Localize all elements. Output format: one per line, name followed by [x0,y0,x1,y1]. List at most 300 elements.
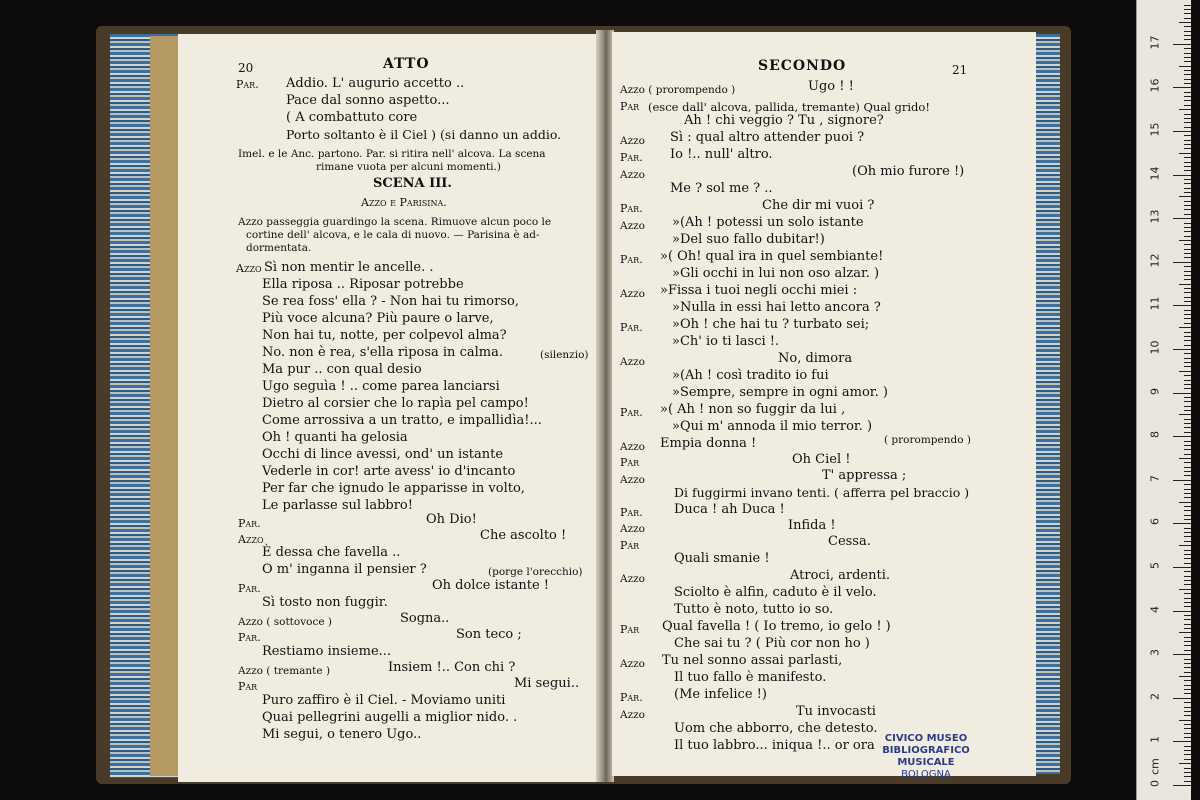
verse-line: Di fuggirmi invano tenti. ( afferra pel braccio ) [674,485,970,500]
ruler-tick [1184,214,1191,215]
ruler-tick [1184,244,1191,245]
ruler-tick [1184,5,1191,6]
stamp-line: CIVICO MUSEO [884,733,968,744]
ruler-tick [1184,253,1191,254]
ruler-tick [1184,53,1191,54]
ruler-tick [1184,493,1191,494]
ruler-tick [1179,720,1191,721]
ruler-tick [1184,380,1191,381]
stage-direction: (silenzio) [540,349,589,361]
ruler-tick [1179,763,1191,764]
ruler-tick [1184,140,1191,141]
ruler-tick [1184,92,1191,93]
ruler-tick [1184,179,1191,180]
verse-line: Sì non mentir le ancelle. . [264,260,434,275]
ruler-tick [1184,318,1191,319]
ruler-tick [1184,454,1191,455]
speaker: Azzo [620,288,645,300]
speaker: Par [620,539,640,552]
ruler-tick [1184,619,1191,620]
ruler-tick [1173,305,1191,306]
ruler-tick [1184,462,1191,463]
ruler-number: 15 [1148,122,1162,137]
ruler-number: 6 [1148,518,1162,526]
verse-line: »( Ah ! non so fuggir da lui , [660,402,846,417]
verse-line: T' appressa ; [822,468,907,483]
ruler-tick [1184,310,1191,311]
speaker: Par. [620,406,643,419]
verse-line: Oh dolce istante ! [432,578,550,593]
page-edge-marbled-right [1034,34,1060,774]
ruler-tick [1179,676,1191,677]
speaker: Azzo ( tremante ) [238,665,331,677]
verse-line: Per far che ignudo le apparisse in volto, [262,481,525,496]
ruler-tick [1179,458,1191,459]
verse-line: Uom che abborro, che detesto. [674,721,878,736]
ruler-tick [1184,257,1191,258]
verse-line: Occhi di lince avessi, ond' un istante [262,447,504,462]
speaker: Par. [620,321,643,334]
verse-line: »Qui m' annoda il mio terror. ) [672,419,873,434]
verse-line: »Del suo fallo dubitar!) [672,232,825,247]
ruler-tick [1184,83,1191,84]
verse-line: Sogna.. [400,611,450,626]
verse-line: Qual favella ! ( Io tremo, io gelo ! ) [662,619,891,634]
ruler-tick [1184,13,1191,14]
scene-characters: Azzo e Parisina. [361,196,447,209]
ruler-tick [1184,122,1191,123]
ruler-tick [1184,467,1191,468]
ruler-tick [1184,602,1191,603]
ruler-tick [1184,663,1191,664]
ruler-tick [1173,44,1191,45]
speaker: Azzo ( sottovoce ) [238,616,332,628]
ruler-tick [1184,39,1191,40]
verse-line: Oh Ciel ! [792,452,851,467]
ruler-tick [1184,31,1191,32]
speaker: Azzo [236,262,262,275]
ruler-tick [1184,580,1191,581]
ruler-tick [1184,728,1191,729]
speaker: Azzo [620,135,645,147]
ruler-tick [1184,157,1191,158]
ruler-tick [1184,776,1191,777]
verse-line: Cessa. [828,534,871,549]
ruler-tick [1184,406,1191,407]
ruler-tick [1184,606,1191,607]
speaker: Par. [238,631,261,644]
verse-line: Restiamo insieme... [262,644,392,659]
ruler-tick [1184,598,1191,599]
ruler-tick [1173,654,1191,655]
ruler-tick [1184,362,1191,363]
ruler-tick [1184,26,1191,27]
speaker: Azzo [620,523,645,535]
ruler-tick [1184,497,1191,498]
speaker: Par. [620,506,643,519]
ruler-tick [1184,279,1191,280]
speaker: Azzo [620,441,645,453]
ruler-tick [1173,567,1191,568]
verse-line: Ma pur .. con qual desio [262,362,422,377]
ruler-tick [1184,593,1191,594]
ruler-tick [1184,441,1191,442]
ruler-tick [1184,205,1191,206]
verse-line: Porto soltanto è il Ciel ) (si danno un addio. [286,127,562,142]
ruler-tick [1173,87,1191,88]
ruler-tick [1184,266,1191,267]
ruler-tick [1184,397,1191,398]
ruler-tick [1184,576,1191,577]
page-edge-left [150,36,178,776]
ruler-number: 8 [1148,431,1162,439]
ruler-tick [1184,148,1191,149]
ruler-tick [1184,672,1191,673]
ruler-tick [1184,768,1191,769]
ruler-tick [1179,196,1191,197]
verse-line: »(Ah ! così tradito io fui [672,368,829,383]
running-header: SECONDO [758,58,847,74]
ruler-tick [1184,711,1191,712]
ruler-tick [1179,502,1191,503]
ruler-tick [1184,209,1191,210]
speaker: Par. [236,78,259,91]
ruler-tick [1173,480,1191,481]
ruler-tick [1184,18,1191,19]
verse-line: È dessa che favella .. [262,545,401,560]
verse-line: Vederle in cor! arte avess' io d'incanto [262,464,516,479]
verse-line: Se rea foss' ella ? - Non hai tu rimorso, [262,294,519,309]
ruler-tick [1184,292,1191,293]
ruler-tick [1184,754,1191,755]
verse-line: Insiem !.. Con chi ? [388,660,516,675]
verse-line: Che dir mi vuoi ? [762,198,875,213]
running-header: ATTO [383,56,430,72]
ruler-tick [1184,772,1191,773]
ruler-tick [1184,650,1191,651]
stamp-line: BOLOGNA [901,769,951,780]
ruler-tick [1184,297,1191,298]
ruler-number: 16 [1148,78,1162,93]
verse-line: Oh Dio! [426,512,477,527]
ruler-tick [1179,22,1191,23]
speaker: Azzo [620,573,645,585]
ruler-tick [1184,536,1191,537]
verse-line: »Oh ! che hai tu ? turbato sei; [672,317,870,332]
ruler-tick [1184,515,1191,516]
ruler-tick [1179,589,1191,590]
ruler-tick [1184,201,1191,202]
verse-line: Atroci, ardenti. [790,568,890,583]
verse-line: Dietro al corsier che lo rapìa pel campo! [262,396,529,411]
verse-line: »Nulla in essi hai letto ancora ? [672,300,881,315]
verse-line: Son teco ; [456,627,522,642]
speaker: Par. [620,151,643,164]
verse-line: Più voce alcuna? Più paure o larve, [262,311,494,326]
verse-line: Il tuo fallo è manifesto. [674,670,827,685]
ruler-tick [1179,414,1191,415]
ruler-tick [1173,523,1191,524]
ruler-tick [1184,432,1191,433]
ruler-tick [1184,61,1191,62]
ruler-tick [1184,707,1191,708]
left-page [178,34,598,782]
ruler-tick [1184,733,1191,734]
speaker: Par. [238,517,261,530]
ruler-tick [1184,715,1191,716]
ruler-tick [1184,188,1191,189]
ruler-tick [1179,632,1191,633]
speaker: Par [620,623,640,636]
verse-line: Non hai tu, notte, per colpevol alma? [262,328,507,343]
ruler-tick [1184,550,1191,551]
ruler-number: 7 [1148,474,1162,482]
verse-line: »Ch' io ti lasci !. [672,334,780,349]
ruler-number: 3 [1148,649,1162,657]
verse-line: Me ? sol me ? .. [670,181,773,196]
page-number: 21 [952,63,968,77]
ruler-tick [1184,519,1191,520]
speaker: Azzo [620,169,645,181]
ruler-tick [1184,563,1191,564]
ruler-tick [1184,659,1191,660]
ruler-tick [1184,231,1191,232]
speaker: Par [238,680,258,693]
ruler-tick [1184,489,1191,490]
ruler-tick [1184,358,1191,359]
ruler-tick [1184,693,1191,694]
ruler-tick [1173,436,1191,437]
ruler-tick [1184,135,1191,136]
stage-direction: cortine dell' alcova, e le cala di nuovo. — Parisina è ad- [246,229,540,241]
ruler-tick [1184,637,1191,638]
ruler-tick [1184,388,1191,389]
verse-line: »Gli occhi in lui non oso alzar. ) [672,266,880,281]
verse-line: Io !.. null' altro. [670,147,773,162]
ruler-number: 2 [1148,692,1162,700]
ruler-tick [1184,624,1191,625]
ruler-tick [1184,554,1191,555]
ruler-tick [1173,175,1191,176]
verse-line: Oh ! quanti ha gelosia [262,430,408,445]
right-page [612,32,1036,776]
speaker: Azzo ( prorompendo ) [620,84,736,96]
ruler-tick [1184,170,1191,171]
ruler-tick [1173,741,1191,742]
ruler-tick [1184,759,1191,760]
ruler-tick [1184,384,1191,385]
verse-line: (esce dall' alcova, pallida, tremante) Qual grido! [648,100,930,114]
speaker: Azzo [620,474,645,486]
ruler-tick [1184,249,1191,250]
ruler-tick [1184,275,1191,276]
ruler-tick [1184,532,1191,533]
ruler-number: 0 [1148,780,1162,787]
verse-line: Quali smanie ! [674,551,770,566]
ruler-tick [1184,746,1191,747]
verse-line: Mi segui.. [514,676,580,691]
ruler-tick [1184,35,1191,36]
ruler-tick [1184,353,1191,354]
measuring-ruler [1136,0,1191,800]
ruler-tick [1184,127,1191,128]
ruler-number: 4 [1148,605,1162,613]
ruler-number: 12 [1148,253,1162,268]
ruler-tick [1184,484,1191,485]
ruler-tick [1184,689,1191,690]
ruler-tick [1184,475,1191,476]
ruler-number: 1 [1148,736,1162,744]
ruler-tick [1184,471,1191,472]
verse-line: »( Oh! qual ira in quel sembiante! [660,249,884,264]
ruler-tick [1184,9,1191,10]
ruler-tick [1184,423,1191,424]
ruler-tick [1179,545,1191,546]
verse-line: ( A combattuto core [286,110,418,125]
stage-direction: ( prorompendo ) [884,434,971,446]
verse-line: Le parlasse sul labbro! [262,498,413,513]
ruler-tick [1184,114,1191,115]
stage-direction: Azzo passeggia guardingo la scena. Rimuove alcun poco le [238,216,552,228]
verse-line: (Me infelice !) [674,687,767,702]
verse-line: Tu invocasti [796,704,876,719]
scene-heading: SCENA III. [373,176,452,191]
verse-line: Mi segui, o tenero Ugo.. [262,727,422,742]
ruler-tick [1184,314,1191,315]
ruler-tick [1184,685,1191,686]
speaker: Azzo [620,220,645,232]
ruler-tick [1184,584,1191,585]
verse-line: Il tuo labbro... iniqua !.. or ora [674,738,875,753]
ruler-tick [1184,375,1191,376]
ruler-tick [1184,301,1191,302]
verse-line: No, dimora [778,351,853,366]
verse-line: Sciolto è alfin, caduto è il velo. [674,585,877,600]
ruler-tick [1173,349,1191,350]
ruler-tick [1184,236,1191,237]
verse-line: Duca ! ah Duca ! [674,502,785,517]
ruler-tick [1184,419,1191,420]
stage-direction: dormentata. [246,242,312,254]
ruler-tick [1173,131,1191,132]
ruler-tick [1184,410,1191,411]
ruler-tick [1184,366,1191,367]
ruler-tick [1184,510,1191,511]
ruler-tick [1184,288,1191,289]
stamp-line: BIBLIOGRAFICO MUSICALE [882,745,970,768]
ruler-tick [1184,100,1191,101]
ruler-tick [1184,558,1191,559]
ruler-tick [1173,785,1191,786]
ruler-tick [1184,183,1191,184]
verse-line: Ugo ! ! [808,79,854,94]
verse-line: »(Ah ! potessi un solo istante [672,215,864,230]
speaker: Par [620,456,640,469]
ruler-tick [1179,371,1191,372]
verse-line: Puro zaffiro è il Ciel. - Moviamo uniti [262,693,506,708]
speaker: Azzo [620,356,645,368]
ruler-tick [1184,57,1191,58]
ruler-tick [1184,628,1191,629]
ruler-tick [1184,541,1191,542]
ruler-tick [1184,680,1191,681]
ruler-tick [1184,79,1191,80]
ruler-number: 10 [1148,340,1162,355]
ruler-tick [1184,48,1191,49]
ruler-number: 17 [1148,35,1162,50]
ruler-tick [1179,240,1191,241]
verse-line: O m' inganna il pensier ? [262,562,427,577]
verse-line: Ella riposa .. Riposar potrebbe [262,277,464,292]
ruler-number: 9 [1148,387,1162,395]
verse-line: Infida ! [788,518,836,533]
ruler-tick [1184,271,1191,272]
ruler-tick [1184,427,1191,428]
verse-line: »Sempre, sempre in ogni amor. ) [672,385,888,400]
ruler-tick [1179,284,1191,285]
ruler-tick [1184,401,1191,402]
ruler-tick [1184,118,1191,119]
stage-direction: (porge l'orecchio) [488,566,583,578]
ruler-tick [1184,345,1191,346]
ruler-tick [1179,66,1191,67]
verse-line: Che sai tu ? ( Più cor non ho ) [674,636,870,651]
verse-line: Tu nel sonno assai parlasti, [662,653,843,668]
ruler-tick [1184,332,1191,333]
ruler-tick [1184,781,1191,782]
verse-line: (Oh mio furore !) [852,164,965,179]
verse-line: Addio. L' augurio accetto .. [286,76,465,91]
ruler-tick [1173,262,1191,263]
ruler-tick [1184,571,1191,572]
ruler-tick [1179,327,1191,328]
ruler-tick [1173,698,1191,699]
verse-line: Quai pellegrini augelli a miglior nido. . [262,710,518,725]
speaker: Par. [620,691,643,704]
verse-line: Ugo seguìa ! .. come parea lanciarsi [262,379,500,394]
verse-line: »Fissa i tuoi negli occhi miei : [660,283,858,298]
ruler-tick [1184,227,1191,228]
ruler-tick [1184,192,1191,193]
speaker: Par. [620,253,643,266]
ruler-number: 14 [1148,166,1162,181]
ruler-tick [1184,528,1191,529]
speaker: Azzo [620,658,645,670]
speaker: Par. [238,582,261,595]
verse-line: Come arrossiva a un tratto, e impallidìa!... [262,413,542,428]
ruler-tick [1184,645,1191,646]
ruler-tick [1184,667,1191,668]
stage-direction: rimane vuota per alcuni momenti.) [316,161,501,173]
ruler-tick [1184,340,1191,341]
page-number: 20 [238,61,254,75]
ruler-unit: cm [1148,758,1162,775]
speaker: Par. [620,202,643,215]
ruler-tick [1173,611,1191,612]
ruler-number: 11 [1148,296,1162,311]
ruler-tick [1184,724,1191,725]
ruler-tick [1184,506,1191,507]
ruler-tick [1184,144,1191,145]
speaker: Azzo [620,709,645,721]
speaker: Azzo [238,533,264,546]
stage-direction: Imel. e le Anc. partono. Par. si ritira nell' alcova. La scena [238,148,546,160]
ruler-tick [1184,702,1191,703]
ruler-tick [1184,323,1191,324]
ruler-tick [1184,737,1191,738]
ruler-tick [1184,615,1191,616]
verse-line: Che ascolto ! [480,528,567,543]
